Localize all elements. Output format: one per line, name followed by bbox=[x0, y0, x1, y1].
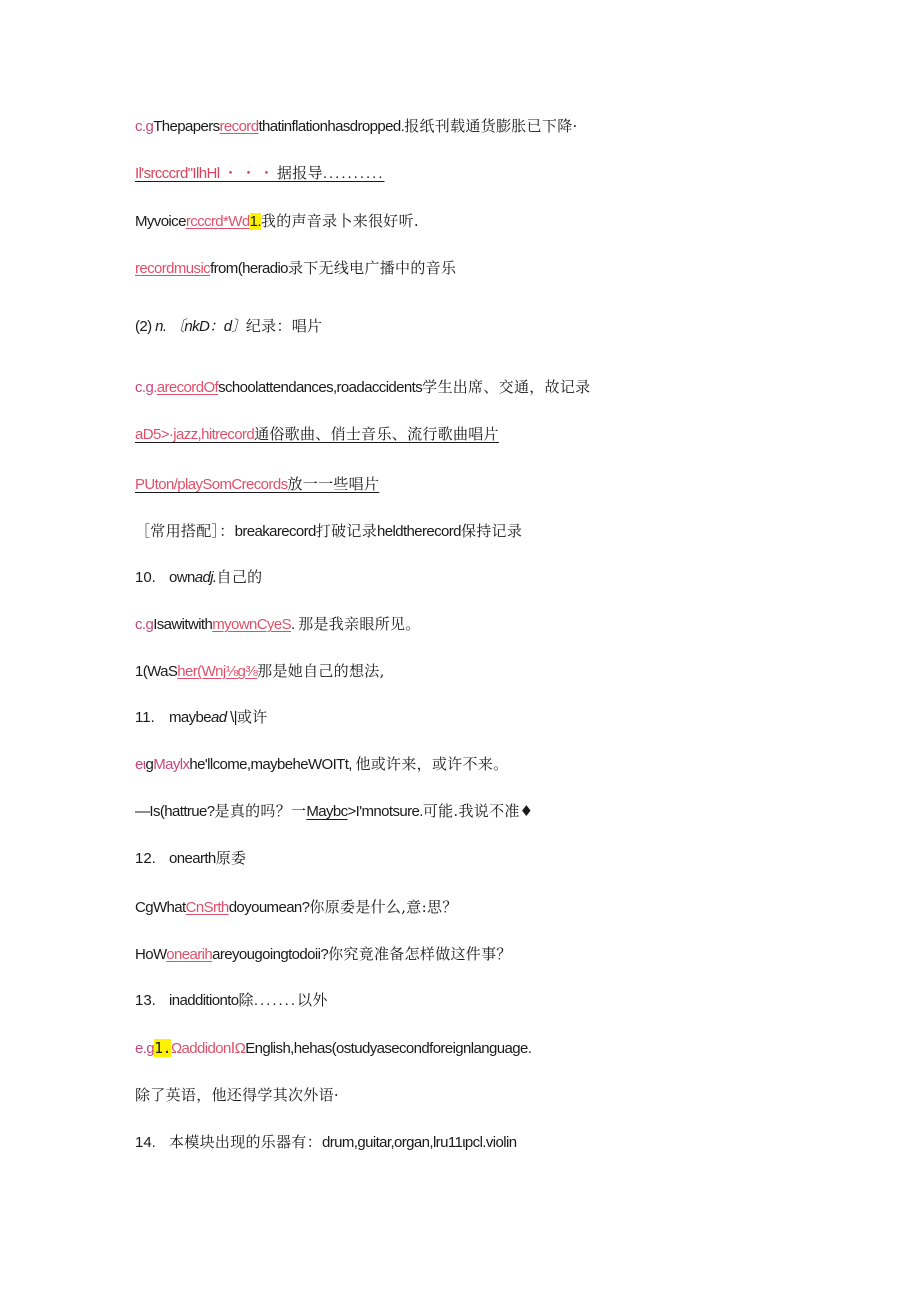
example-line-18: HoWonearihareyougoingtodoii?你究竟准备怎样做这件事？ bbox=[135, 945, 512, 963]
entry-12-heading: 12. onearth原委 bbox=[135, 849, 247, 867]
translation-line-21: 除了英语，他还得学其次外语· bbox=[135, 1086, 339, 1104]
example-line-8: PUton/playSomCrecords放一一些唱片 bbox=[135, 475, 380, 493]
example-line-1: c.gThepapersrecordthatinflationhasdropped.报纸刊载通货膨胀已下降· bbox=[135, 117, 578, 135]
definition-line-noun: (2) n. 〔nkD：d〕纪录：唱片 bbox=[135, 317, 323, 335]
entry-13-heading: 13. inadditionto除.......以外 bbox=[135, 991, 328, 1009]
example-line-11: c.gIsawitwithmyownCyeS. 那是我亲眼所见。 bbox=[135, 615, 421, 633]
example-line-15: —Is(hattrue?是真的吗？一Maybc>I'mnotsure.可能.我说不准♦ bbox=[135, 802, 534, 820]
example-line-14: eιgMaylxhe'llcome,maybeheWOITt, 他或许来，或许不来。 bbox=[135, 755, 509, 773]
example-line-6: c.g.arecordOfschoolattendances,roadaccidents学生出席、交通，故记录 bbox=[135, 378, 591, 396]
example-line-20: e.g1.ΩaddidonⅠΩEnglish,hehas(ostudyasecondforeignlanguage. bbox=[135, 1039, 532, 1057]
entry-10-heading: 10. ownadj.自己的 bbox=[135, 568, 263, 586]
example-line-7: aD5>·jazz,hitrecord通俗歌曲、俏士音乐、流行歌曲唱片 bbox=[135, 425, 499, 443]
collocation-line: ［常用搭配］：breakarecord打破记录heldtherecord保持记录 bbox=[135, 522, 523, 540]
example-line-2: Il'srcccrd"IlhHl ・ ・ ・ 据报导.......... bbox=[135, 164, 385, 182]
example-line-3: Myvoicercccrd*Wd1.我的声音录卜来很好听. bbox=[135, 212, 419, 230]
example-line-17: CgWhatCnSrthdoyoumean?你原委是什么,意:思？ bbox=[135, 898, 458, 916]
example-line-12: 1(WaSher(Wnj⅛g⅜那是她自己的想法, bbox=[135, 662, 385, 680]
entry-11-heading: 11. maybead \|或许 bbox=[135, 708, 268, 726]
entry-14-heading: 14. 本模块出现的乐器有：drum,guitar,organ,lru11ιpcl.violin bbox=[135, 1133, 517, 1151]
example-line-4: recordmusicfrom(heradio录下无线电广播中的音乐 bbox=[135, 259, 457, 277]
